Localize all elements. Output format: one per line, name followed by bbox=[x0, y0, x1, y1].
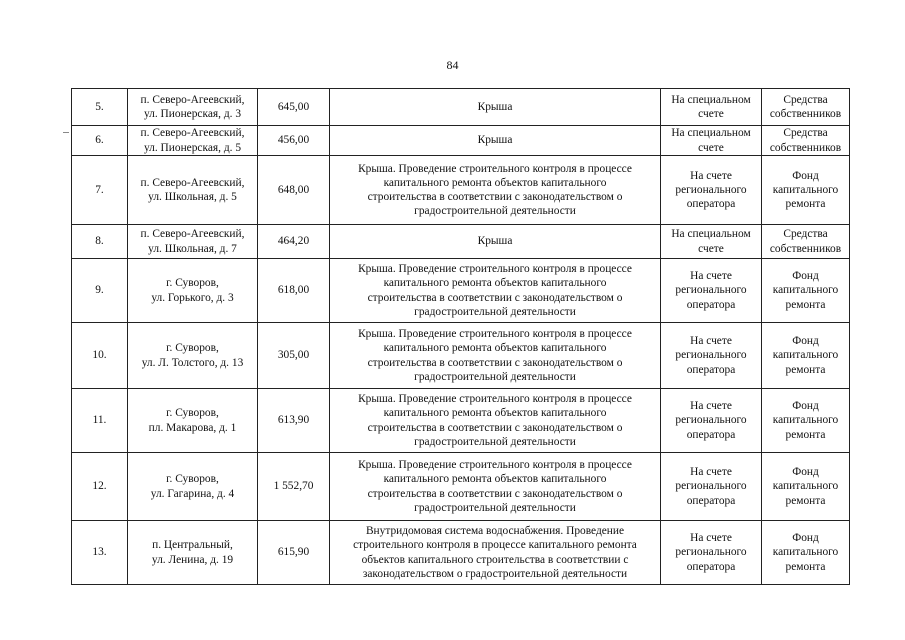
account-cell bbox=[661, 126, 762, 156]
area-cell: 1 552,70 bbox=[258, 453, 330, 521]
address-cell bbox=[128, 521, 258, 585]
address-line: ул. Горького, д. 3 bbox=[151, 291, 234, 304]
address-line: г. Суворов, bbox=[166, 342, 219, 355]
address-cell bbox=[128, 89, 258, 126]
area-cell: 645,00 bbox=[258, 89, 330, 126]
account-line: На счете bbox=[690, 466, 732, 479]
row-number: 9. bbox=[72, 259, 128, 323]
funding-source-line: Фонд bbox=[792, 169, 819, 182]
work-type-line: градостроительной деятельности bbox=[414, 370, 576, 383]
account-line: регионального bbox=[675, 480, 747, 493]
address-line: пл. Макарова, д. 1 bbox=[148, 421, 237, 434]
work-type-line: Крыша. Проведение строительного контроля в процессе bbox=[358, 393, 632, 406]
address-line: г. Суворов, bbox=[166, 473, 219, 486]
repair-works-table bbox=[71, 88, 850, 585]
account-line: На счете bbox=[690, 270, 732, 283]
funding-source-cell bbox=[762, 126, 850, 156]
table-row bbox=[72, 156, 850, 225]
address-line: ул. Ленина, д. 19 bbox=[151, 553, 234, 566]
row-number: 12. bbox=[72, 453, 128, 521]
table-row bbox=[72, 259, 850, 323]
table-row bbox=[72, 89, 850, 126]
funding-source-cell bbox=[762, 259, 850, 323]
funding-source-cell bbox=[762, 89, 850, 126]
work-type-line: капитального ремонта объектов капитального bbox=[383, 407, 607, 420]
funding-source-line: Фонд bbox=[792, 335, 819, 348]
address-line: ул. Школьная, д. 7 bbox=[148, 242, 237, 255]
funding-source-line: ремонта bbox=[785, 428, 826, 441]
account-line: На счете bbox=[690, 532, 732, 545]
address-line: п. Северо-Агеевский, bbox=[140, 127, 245, 140]
account-line: регионального bbox=[675, 183, 747, 196]
account-line: оператора bbox=[686, 198, 736, 211]
area-cell: 464,20 bbox=[258, 225, 330, 259]
funding-source-line: ремонта bbox=[785, 198, 826, 211]
account-line: счете bbox=[698, 108, 724, 120]
table-row bbox=[72, 323, 850, 389]
work-type-line: градостроительной деятельности bbox=[414, 305, 576, 318]
funding-source-line: Фонд bbox=[792, 400, 819, 413]
table-row bbox=[72, 225, 850, 259]
account-line: На счете bbox=[690, 169, 732, 182]
work-type-line: капитального ремонта объектов капитального bbox=[383, 473, 607, 486]
account-line: регионального bbox=[675, 546, 747, 559]
work-type-line: градостроительной деятельности bbox=[414, 501, 576, 514]
account-line: счете bbox=[698, 141, 724, 154]
funding-source-line: собственников bbox=[769, 242, 842, 255]
funding-source-cell bbox=[762, 389, 850, 453]
work-type-line: строительства в соответствии с законодательством о bbox=[367, 191, 623, 203]
funding-source-line: Фонд bbox=[792, 466, 819, 479]
address-line: п. Северо-Агеевский, bbox=[140, 93, 245, 106]
funding-source-cell bbox=[762, 323, 850, 389]
row-number: 7. bbox=[72, 156, 128, 225]
work-type-cell bbox=[330, 389, 661, 453]
address-cell bbox=[128, 126, 258, 156]
address-cell bbox=[128, 323, 258, 389]
area-cell: 613,90 bbox=[258, 389, 330, 453]
work-type-line: Крыша bbox=[477, 235, 513, 248]
account-line: счете bbox=[698, 242, 724, 255]
table-row bbox=[72, 389, 850, 453]
address-cell bbox=[128, 453, 258, 521]
account-line: На специальном bbox=[671, 127, 751, 140]
row-number: 13. bbox=[72, 521, 128, 585]
funding-source-cell bbox=[762, 156, 850, 225]
address-line: п. Центральный, bbox=[152, 539, 233, 552]
funding-source-cell bbox=[762, 225, 850, 259]
row-number: 5. bbox=[72, 89, 128, 126]
area-cell: 305,00 bbox=[258, 323, 330, 389]
address-cell bbox=[128, 225, 258, 259]
work-type-line: Внутридомовая система водоснабжения. Проведение bbox=[365, 525, 625, 538]
funding-source-line: Фонд bbox=[792, 532, 819, 545]
page-number: 84 bbox=[446, 58, 459, 72]
work-type-line: Крыша. Проведение строительного контроля в процессе bbox=[358, 459, 632, 472]
work-type-line: Крыша. Проведение строительного контроля в процессе bbox=[358, 328, 632, 341]
address-line: ул. Школьная, д. 5 bbox=[148, 191, 237, 203]
account-line: регионального bbox=[675, 349, 747, 362]
work-type-line: градостроительной деятельности bbox=[414, 435, 576, 448]
row-number: 8. bbox=[72, 225, 128, 259]
address-cell bbox=[128, 389, 258, 453]
account-line: оператора bbox=[686, 560, 736, 573]
work-type-line: капитального ремонта объектов капитального bbox=[383, 342, 607, 355]
work-type-line: объектов капитального строительства в соответствии с bbox=[361, 553, 629, 566]
funding-source-line: капитального bbox=[772, 414, 839, 427]
address-line: п. Северо-Агеевский, bbox=[140, 228, 245, 241]
funding-source-line: собственников bbox=[769, 141, 842, 154]
work-type-cell bbox=[330, 126, 661, 156]
table-row bbox=[72, 126, 850, 156]
work-type-line: строительства в соответствии с законодательством о bbox=[367, 356, 623, 369]
work-type-line: строительного контроля в процессе капитального ремонта bbox=[353, 539, 637, 552]
funding-source-line: Средства bbox=[783, 93, 828, 106]
address-line: п. Северо-Агеевский, bbox=[140, 176, 245, 189]
funding-source-line: Средства bbox=[783, 127, 828, 140]
table-row bbox=[72, 521, 850, 585]
work-type-cell bbox=[330, 156, 661, 225]
margin-mark bbox=[63, 132, 69, 133]
funding-source-line: Средства bbox=[783, 228, 828, 241]
work-type-cell bbox=[330, 89, 661, 126]
work-type-line: капитального ремонта объектов капитального bbox=[383, 176, 607, 189]
funding-source-cell bbox=[762, 521, 850, 585]
account-cell bbox=[661, 323, 762, 389]
account-cell bbox=[661, 521, 762, 585]
work-type-line: строительства в соответствии с законодательством о bbox=[367, 291, 623, 304]
account-cell bbox=[661, 156, 762, 225]
area-cell: 618,00 bbox=[258, 259, 330, 323]
work-type-line: градостроительной деятельности bbox=[414, 205, 576, 218]
account-line: оператора bbox=[686, 298, 736, 311]
work-type-cell bbox=[330, 225, 661, 259]
account-line: регионального bbox=[675, 284, 747, 297]
work-type-line: строительства в соответствии с законодательством о bbox=[367, 487, 623, 500]
funding-source-line: капитального bbox=[772, 183, 839, 196]
work-type-cell bbox=[330, 521, 661, 585]
work-type-line: Крыша. Проведение строительного контроля в процессе bbox=[358, 162, 632, 175]
address-line: г. Суворов, bbox=[166, 277, 219, 290]
area-cell: 648,00 bbox=[258, 156, 330, 225]
funding-source-line: Фонд bbox=[792, 270, 819, 283]
funding-source-line: ремонта bbox=[785, 363, 826, 376]
work-type-cell bbox=[330, 259, 661, 323]
table-row bbox=[72, 453, 850, 521]
work-type-line: законодательством о градостроительной деятельности bbox=[362, 567, 628, 580]
account-cell bbox=[661, 89, 762, 126]
row-number: 11. bbox=[72, 389, 128, 453]
funding-source-line: капитального bbox=[772, 546, 839, 559]
account-line: На специальном bbox=[671, 93, 751, 106]
table-body bbox=[72, 89, 850, 585]
account-line: оператора bbox=[686, 363, 736, 376]
work-type-cell bbox=[330, 323, 661, 389]
funding-source-line: ремонта bbox=[785, 494, 826, 507]
account-line: На счете bbox=[690, 335, 732, 348]
funding-source-line: капитального bbox=[772, 284, 839, 297]
address-line: ул. Гагарина, д. 4 bbox=[150, 487, 235, 500]
funding-source-line: ремонта bbox=[785, 560, 826, 573]
funding-source-line: ремонта bbox=[785, 298, 826, 311]
account-cell bbox=[661, 225, 762, 259]
address-cell bbox=[128, 156, 258, 225]
account-line: оператора bbox=[686, 494, 736, 507]
address-line: г. Суворов, bbox=[166, 407, 219, 420]
account-cell bbox=[661, 453, 762, 521]
address-line: ул. Пионерская, д. 5 bbox=[143, 141, 242, 154]
work-type-line: Крыша bbox=[477, 134, 513, 147]
row-number: 6. bbox=[72, 126, 128, 156]
work-type-line: капитального ремонта объектов капитального bbox=[383, 277, 607, 290]
funding-source-line: собственников bbox=[769, 108, 842, 120]
work-type-cell bbox=[330, 453, 661, 521]
work-type-line: Крыша bbox=[477, 100, 513, 113]
account-line: На счете bbox=[690, 400, 732, 413]
funding-source-line: капитального bbox=[772, 349, 839, 362]
address-line: ул. Пионерская, д. 3 bbox=[143, 108, 242, 120]
account-cell bbox=[661, 389, 762, 453]
row-number: 10. bbox=[72, 323, 128, 389]
address-cell bbox=[128, 259, 258, 323]
address-line: ул. Л. Толстого, д. 13 bbox=[141, 356, 244, 369]
funding-source-cell bbox=[762, 453, 850, 521]
account-cell bbox=[661, 259, 762, 323]
funding-source-line: капитального bbox=[772, 480, 839, 493]
area-cell: 615,90 bbox=[258, 521, 330, 585]
work-type-line: строительства в соответствии с законодательством о bbox=[367, 421, 623, 434]
account-line: оператора bbox=[686, 428, 736, 441]
account-line: На специальном bbox=[671, 228, 751, 241]
work-type-line: Крыша. Проведение строительного контроля в процессе bbox=[358, 263, 632, 276]
account-line: регионального bbox=[675, 414, 747, 427]
area-cell: 456,00 bbox=[258, 126, 330, 156]
